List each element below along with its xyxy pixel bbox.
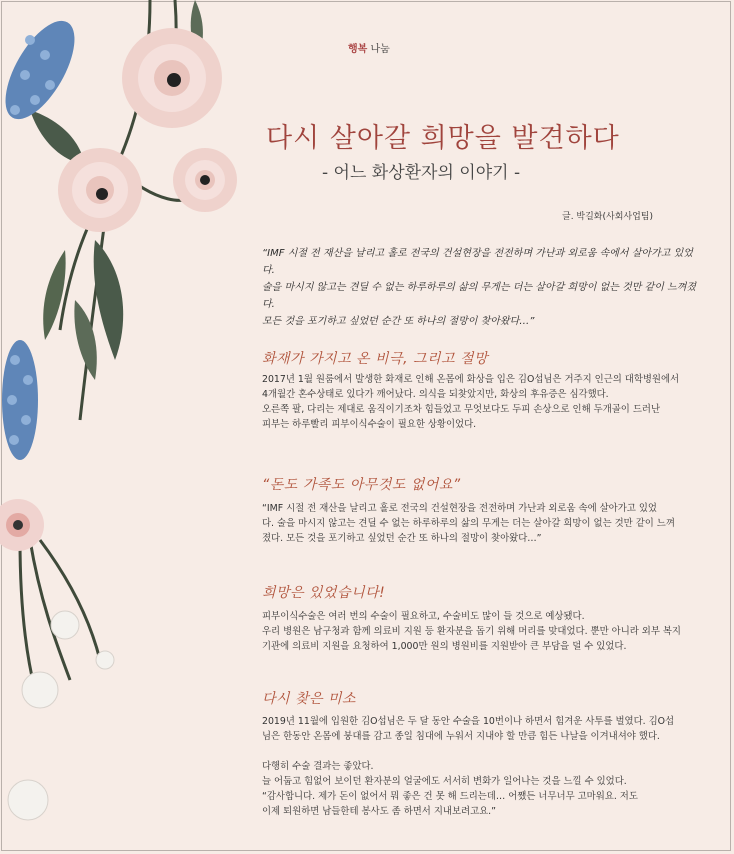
body-line: 님은 한동안 온몸에 붕대를 감고 종일 침대에 누워서 지내야 할 만큼 힘든 나날을 이겨내셔야 했다. bbox=[262, 731, 660, 742]
section-heading-1: 화재가 가지고 온 비극, 그리고 절망 bbox=[262, 351, 489, 367]
body-line: 2017년 1월 원룸에서 발생한 화재로 인해 온몸에 화상을 입은 김O섭님은 거주지 인근의 대학병원에서 bbox=[262, 374, 680, 385]
page-subtitle: - 어느 화상환자의 이야기 - bbox=[322, 163, 521, 183]
body-line: 다. 술을 마시지 않고는 견딜 수 없는 하루하루의 삶의 무게는 더는 살아갈 희망이 없는 것만 같이 느껴 bbox=[262, 518, 675, 529]
body-line: 2019년 11월에 입원한 김O섭님은 두 달 동안 수술을 10번이나 하면서 힘겨운 사투를 벌였다. 김O섭 bbox=[262, 716, 675, 727]
body-line: 늘 어둡고 힘없어 보이던 환자분의 얼굴에도 서서히 변화가 일어나는 것을 느낄 수 있었다. bbox=[262, 776, 627, 787]
section-tag-bold: 행복 bbox=[348, 44, 368, 55]
body-line: 졌다. 모든 것을 포기하고 싶었던 순간 또 하나의 절망이 찾아왔다…” bbox=[262, 533, 542, 544]
floral-illustration bbox=[0, 0, 250, 854]
body-line: 이제 퇴원하면 남들한테 봉사도 좀 하면서 지내보려고요.” bbox=[262, 806, 497, 817]
body-line: 다행히 수술 결과는 좋았다. bbox=[262, 761, 374, 772]
body-line: 피부이식수술은 여러 번의 수술이 필요하고, 수술비도 많이 들 것으로 예상됐다. bbox=[262, 611, 585, 622]
body-line: 4개월간 혼수상태로 있다가 깨어났다. 의식을 되찾았지만, 화상의 후유증은 심각했다. bbox=[262, 389, 609, 400]
body-line: 오른쪽 팔, 다리는 제대로 움직이기조차 힘들었고 무엇보다도 두피 손상으로 인해 두개골이 드러난 bbox=[262, 404, 661, 415]
section-body-3 bbox=[262, 609, 698, 654]
paragraph-gap bbox=[262, 744, 698, 759]
section-body-2 bbox=[262, 501, 698, 546]
section-heading-4: 다시 찾은 미소 bbox=[262, 691, 357, 707]
body-line: “IMF 시절 전 재산을 날리고 홀로 전국의 건설현장을 전전하며 가난과 외로움 속에 살아가고 있었 bbox=[262, 503, 657, 514]
body-line: 기관에 의료비 지원을 요청하여 1,000만 원의 병원비를 지원받아 큰 부담을 덜 수 있었다. bbox=[262, 641, 627, 652]
page-title: 다시 살아갈 희망을 발견하다 bbox=[266, 123, 620, 154]
intro-quote bbox=[262, 245, 698, 330]
body-line: “감사합니다. 제가 돈이 없어서 뭐 좋은 건 못 해 드리는데… 어쨌든 너무너무 고마워요. 저도 bbox=[262, 791, 638, 802]
section-body-1 bbox=[262, 372, 698, 432]
byline: 글. 박길화(사회사업팀) bbox=[562, 212, 653, 222]
section-body-4 bbox=[262, 714, 698, 819]
section-tag bbox=[348, 40, 390, 55]
quote-line: 술을 마시지 않고는 견딜 수 없는 하루하루의 삶의 무게는 더는 살아갈 희망이 없는 것만 같이 느껴졌다. bbox=[262, 282, 697, 310]
quote-line: “IMF 시절 전 재산을 날리고 홀로 전국의 건설현장을 전전하며 가난과 외로움 속에서 살아가고 있었다. bbox=[262, 248, 693, 276]
section-heading-3: 희망은 있었습니다! bbox=[262, 585, 386, 601]
section-tag-rest: 나눔 bbox=[367, 44, 390, 55]
body-line: 우리 병원은 남구청과 함께 의료비 지원 등 환자분을 돕기 위해 머리를 맞대었다. 뿐만 아니라 외부 복지 bbox=[262, 626, 681, 637]
body-line: 피부는 하루빨리 피부이식수술이 필요한 상황이었다. bbox=[262, 419, 477, 430]
section-heading-2: “돈도 가족도 아무것도 없어요” bbox=[262, 477, 461, 493]
quote-line: 모든 것을 포기하고 싶었던 순간 또 하나의 절망이 찾아왔다…” bbox=[262, 316, 535, 327]
